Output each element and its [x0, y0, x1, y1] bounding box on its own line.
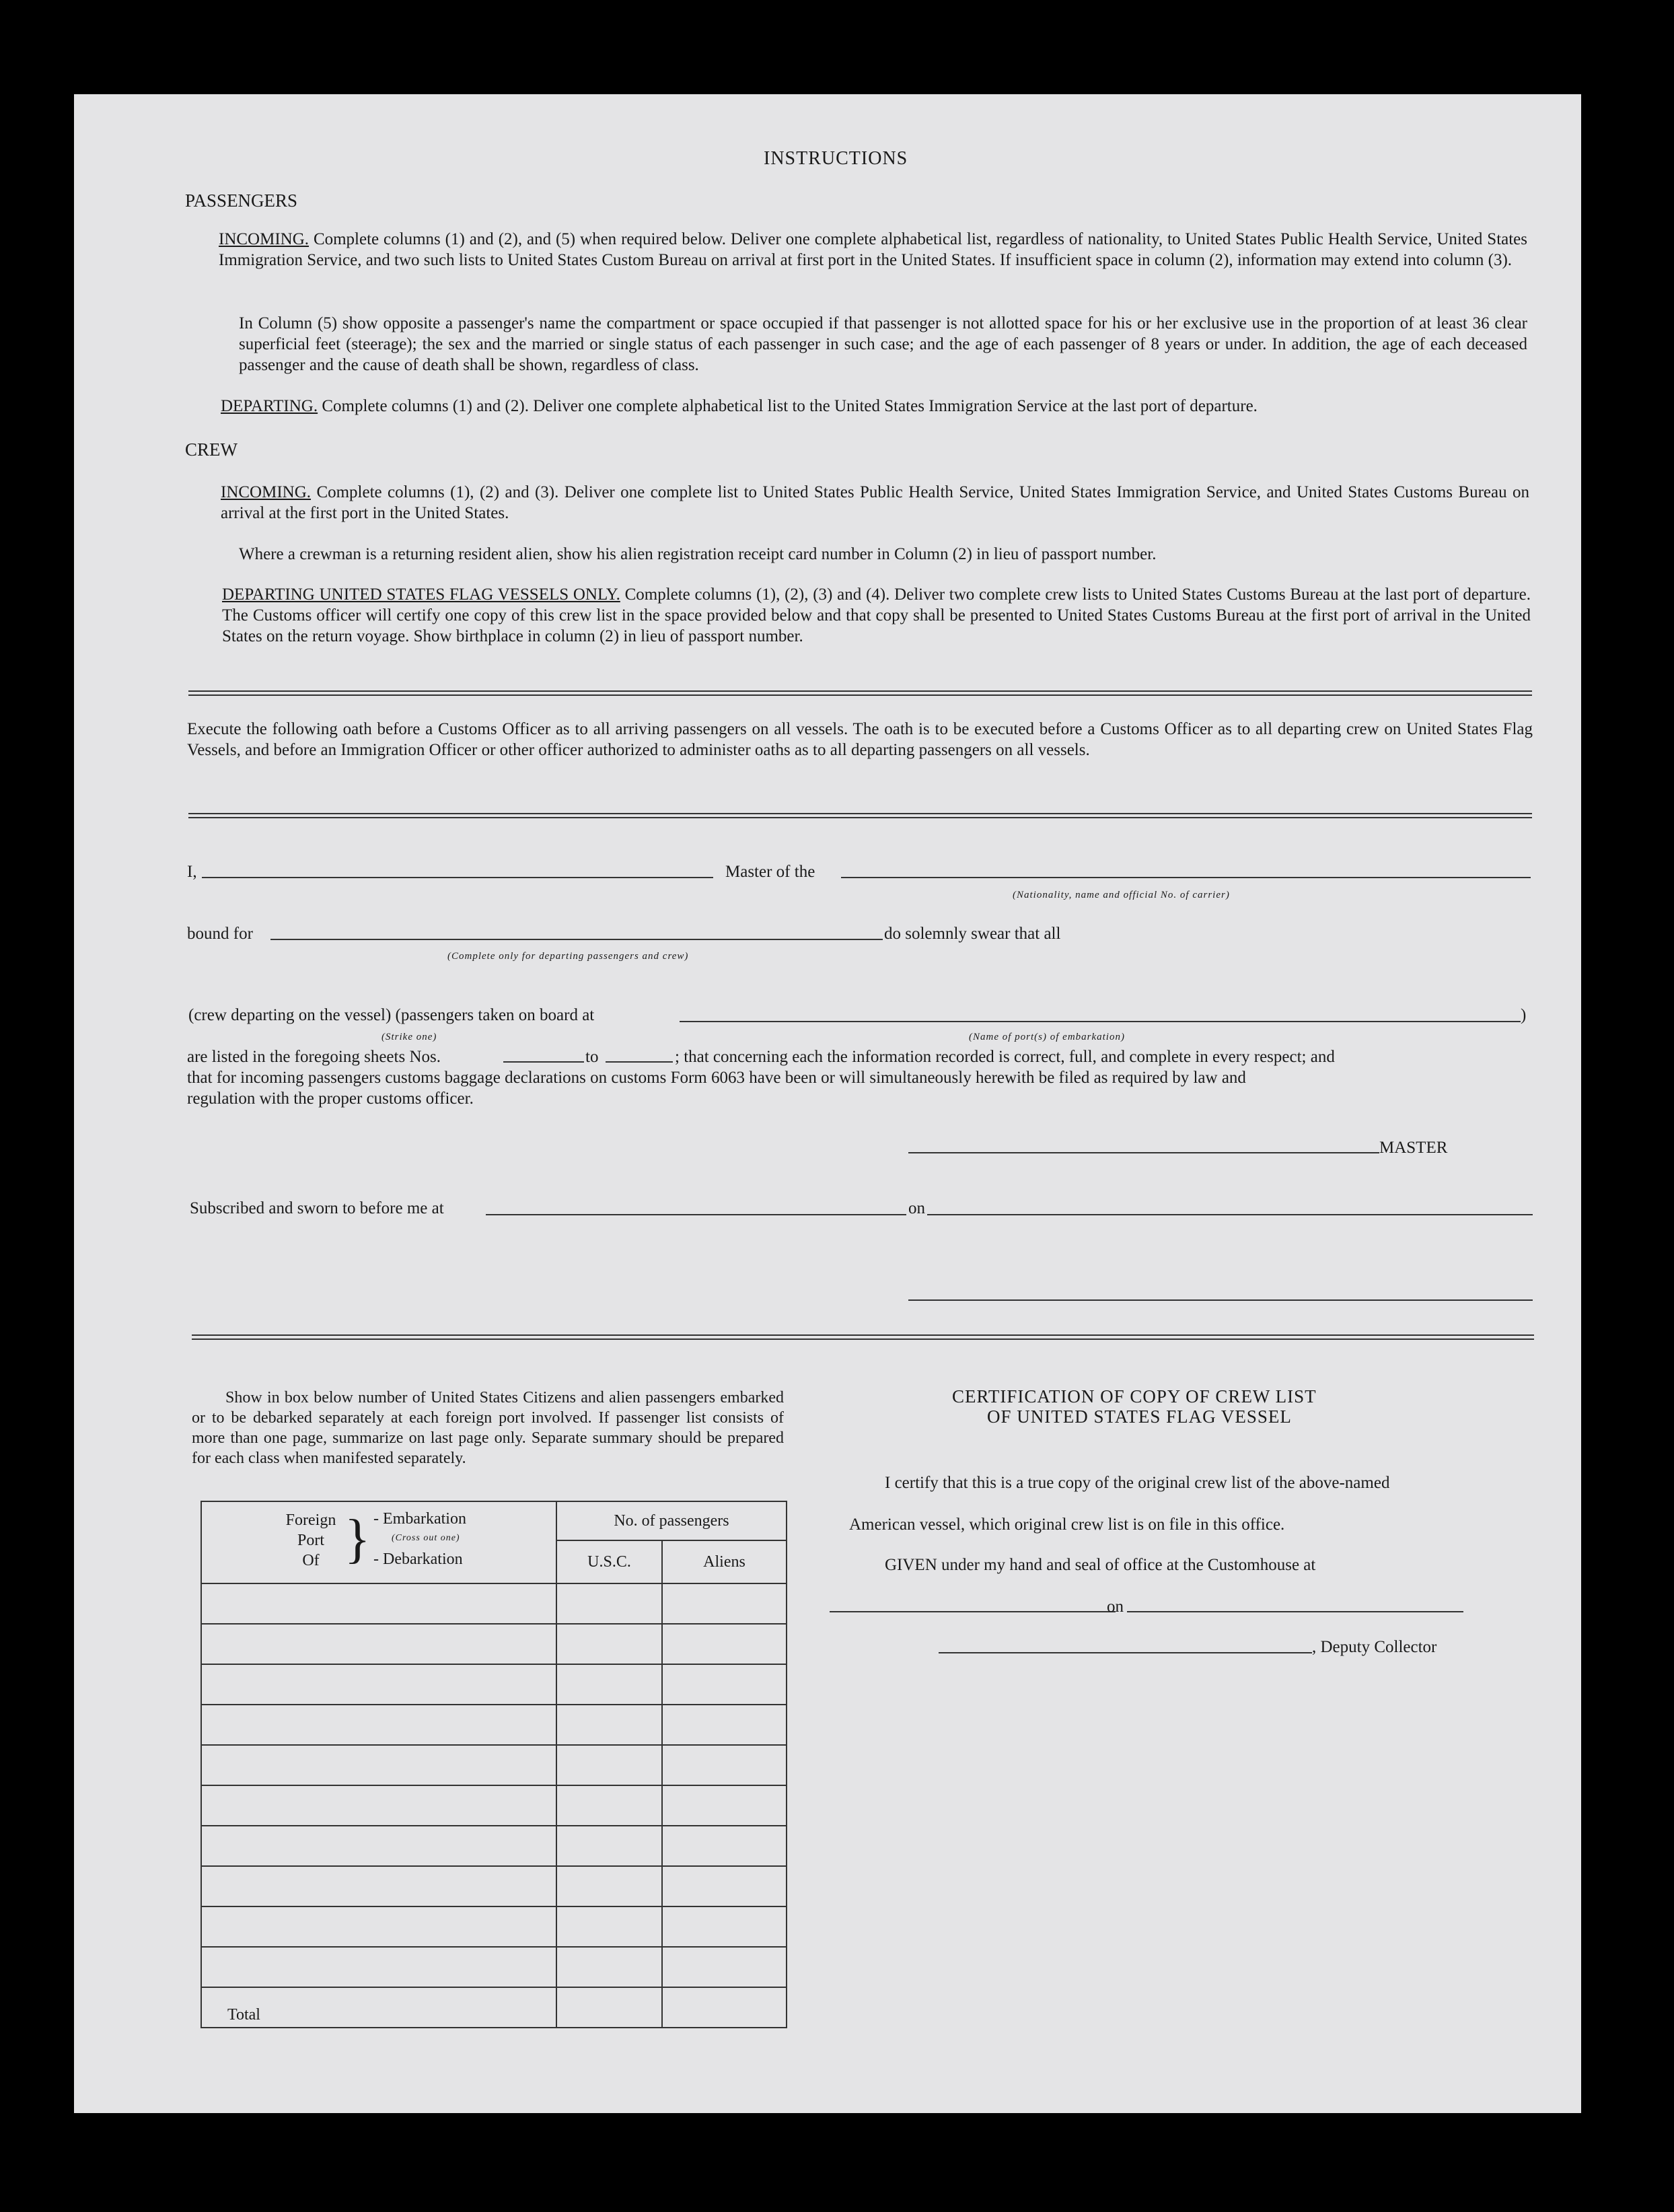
port-cell[interactable] [201, 1906, 556, 1947]
listed-line2: that for incoming passengers customs baggage declarations on customs Form 6063 have been or will simultaneously herewith be filed as required by law and [187, 1069, 1246, 1087]
port-label: Port [297, 1532, 324, 1549]
strike-one-caption: (Strike one) [381, 1032, 437, 1042]
solemnly-swear: do solemnly swear that all [884, 925, 1061, 943]
oath-intro: Execute the following oath before a Customs Officer as to all arriving passengers on all vessels. The oath is to be executed before a Customs Officer as to all departing crew on United States Flag Vessels, and before an Immigration Officer or other officer authorized to administer oaths as to all departing passengers on all vessels. [187, 720, 1533, 759]
deputy-collector-label: , Deputy Collector [1312, 1638, 1437, 1656]
usc-cell[interactable] [556, 1947, 662, 1987]
column5-paragraph: In Column (5) show opposite a passenger's name the compartment or space occupied if that passenger is not allotted space for his or her exclusive use in the proportion of at least 36 clear superficial feet (steerage); the sex and the married or single status of each passenger in such case; and the age of each passenger of 8 years or under. In addition, the age of each deceased passenger and the cause of death shall be shown, regardless of class. [239, 314, 1527, 374]
ports-field[interactable] [680, 1021, 1521, 1022]
form-sheet [74, 94, 1581, 2113]
aliens-label: Aliens [703, 1553, 745, 1571]
total-label: Total [201, 1987, 556, 2028]
aliens-cell[interactable] [662, 1624, 787, 1664]
carrier-field[interactable] [841, 877, 1531, 878]
aliens-cell[interactable] [662, 1906, 787, 1947]
incoming-label: INCOMING. [219, 230, 310, 248]
usc-cell[interactable] [556, 1785, 662, 1826]
crew-incoming-paragraph [221, 482, 1529, 524]
destination-field[interactable] [270, 939, 883, 940]
passengers-incoming-paragraph [219, 229, 1527, 271]
port-cell[interactable] [201, 1785, 556, 1826]
crew-heading: CREW [185, 439, 238, 460]
summary-table [201, 1501, 787, 2028]
certify-line2: American vessel, which original crew list is on file in this office. [849, 1515, 1285, 1534]
passengers-heading: PASSENGERS [185, 190, 298, 211]
departing-flag-label: DEPARTING UNITED STATES FLAG VESSELS ONLY. [222, 585, 620, 604]
no-passengers-label: No. of passengers [557, 1502, 786, 1541]
nationality-caption: (Nationality, name and official No. of carrier) [1013, 890, 1230, 900]
cross-out-caption: (Cross out one) [392, 1533, 460, 1543]
usc-cell[interactable] [556, 1583, 662, 1624]
usc-label: U.S.C. [557, 1541, 663, 1583]
departing-text: Complete columns (1) and (2). Deliver one complete alphabetical list to the United States Immigration Service at the last port of departure. [322, 397, 1258, 415]
incoming-text: Complete columns (1) and (2), and (5) when required below. Deliver one complete alphabetical list, regardless of nationality, to United States Public Health Service, United States Immigration Service, and two such lists to United States Custom Bureau on arrival at first port in the United States. If insufficient space in column (2), information may extend into column (3). [219, 230, 1528, 269]
to-label: to [585, 1048, 599, 1066]
port-header-cell [201, 1501, 556, 1583]
port-cell[interactable] [201, 1583, 556, 1624]
usc-cell[interactable] [556, 1906, 662, 1947]
instructions-title: INSTRUCTIONS [764, 148, 908, 169]
usc-cell[interactable] [556, 1745, 662, 1785]
subscribed-label: Subscribed and sworn to before me at [190, 1199, 444, 1217]
bound-for-label: bound for [187, 925, 253, 943]
name-field[interactable] [202, 877, 713, 878]
complete-only-caption: (Complete only for departing passengers and crew) [447, 951, 689, 962]
given-line: GIVEN under my hand and seal of office at the Customhouse at [885, 1556, 1316, 1574]
i-label: I, [187, 863, 197, 881]
subscribed-date-field[interactable] [927, 1214, 1533, 1215]
usc-cell[interactable] [556, 1664, 662, 1705]
aliens-cell[interactable] [662, 1866, 787, 1906]
passengers-header-cell [556, 1501, 787, 1583]
port-cell[interactable] [201, 1624, 556, 1664]
divider [188, 813, 1532, 818]
port-cell[interactable] [201, 1705, 556, 1745]
ports-caption: (Name of port(s) of embarkation) [969, 1032, 1125, 1042]
sheet-to-field[interactable] [606, 1061, 673, 1063]
listed-start: are listed in the foregoing sheets Nos. [187, 1048, 441, 1066]
crew-incoming-text: Complete columns (1), (2) and (3). Deliver one complete list to United States Public Health Service, United States Immigration Service, and United States Customs Bureau on arrival at the first port in the United States. [221, 483, 1529, 522]
of-label: Of [302, 1552, 320, 1569]
crewman-paragraph: Where a crewman is a returning resident alien, show his alien registration receipt card number in Column (2) in lieu of passport number. [239, 545, 1157, 563]
divider [192, 1334, 1534, 1340]
departing-flag-paragraph [222, 584, 1531, 647]
usc-cell[interactable] [556, 1866, 662, 1906]
on-label: on [908, 1199, 925, 1217]
cert-date-field[interactable] [1127, 1611, 1463, 1612]
divider [188, 690, 1532, 696]
listed-rest: ; that concerning each the information recorded is correct, full, and complete in every respect; and [675, 1048, 1335, 1066]
aliens-cell[interactable] [662, 1705, 787, 1745]
aliens-total-cell[interactable] [662, 1987, 787, 2028]
customhouse-field[interactable] [830, 1611, 1116, 1612]
cert-title-line1: CERTIFICATION OF COPY OF CREW LIST [952, 1386, 1317, 1406]
usc-total-cell[interactable] [556, 1987, 662, 2028]
listed-line3: regulation with the proper customs officer. [187, 1090, 474, 1108]
debarkation-label: - Debarkation [373, 1550, 463, 1568]
embarkation-label: - Embarkation [373, 1510, 466, 1528]
officer-signature-field[interactable] [908, 1299, 1533, 1301]
subscribed-place-field[interactable] [486, 1214, 906, 1215]
sheet-from-field[interactable] [503, 1061, 584, 1063]
port-cell[interactable] [201, 1826, 556, 1866]
cert-on-label: on [1107, 1598, 1124, 1616]
port-cell[interactable] [201, 1947, 556, 1987]
certify-line1: I certify that this is a true copy of the original crew list of the above-named [885, 1474, 1390, 1492]
crew-incoming-label: INCOMING. [221, 483, 312, 501]
port-cell[interactable] [201, 1866, 556, 1906]
summary-note: Show in box below number of United States Citizens and alien passengers embarked or to be debarked separately at each foreign port involved. If passenger list consists of more than one page, summarize on last page only. Separate summary should be prepared for each class when manifested separately. [192, 1389, 784, 1467]
departing-label: DEPARTING. [221, 397, 318, 415]
foreign-label: Foreign [285, 1511, 336, 1529]
master-signature-field[interactable] [908, 1152, 1379, 1153]
usc-cell[interactable] [556, 1705, 662, 1745]
deputy-collector-signature-field[interactable] [939, 1652, 1312, 1653]
master-label: MASTER [1379, 1139, 1448, 1157]
master-of-the: Master of the [725, 863, 815, 881]
aliens-cell[interactable] [662, 1664, 787, 1705]
port-cell[interactable] [201, 1664, 556, 1705]
usc-cell[interactable] [556, 1826, 662, 1866]
passengers-departing-paragraph [221, 396, 1529, 417]
usc-cell[interactable] [556, 1624, 662, 1664]
aliens-cell[interactable] [662, 1826, 787, 1866]
brace-icon: } [344, 1509, 371, 1569]
crew-passengers-label: (crew departing on the vessel) (passengers taken on board at [188, 1006, 595, 1024]
close-paren: ) [1521, 1006, 1527, 1024]
cert-title-line2: OF UNITED STATES FLAG VESSEL [987, 1406, 1292, 1427]
aliens-cell[interactable] [662, 1583, 787, 1624]
aliens-cell[interactable] [662, 1745, 787, 1785]
aliens-cell[interactable] [662, 1947, 787, 1987]
departing-flag-text: Complete columns (1), (2), (3) and (4). Deliver two complete crew lists to United States Customs Bureau at the last port of departure. The Customs officer will certify one copy of this crew list in the space provided below and that copy shall be presented to United States Customs Bureau at the first port of arrival in the United States on the return voyage. Show birthplace in column (2) in lieu of passport number. [222, 585, 1531, 645]
port-cell[interactable] [201, 1745, 556, 1785]
aliens-cell[interactable] [662, 1785, 787, 1826]
